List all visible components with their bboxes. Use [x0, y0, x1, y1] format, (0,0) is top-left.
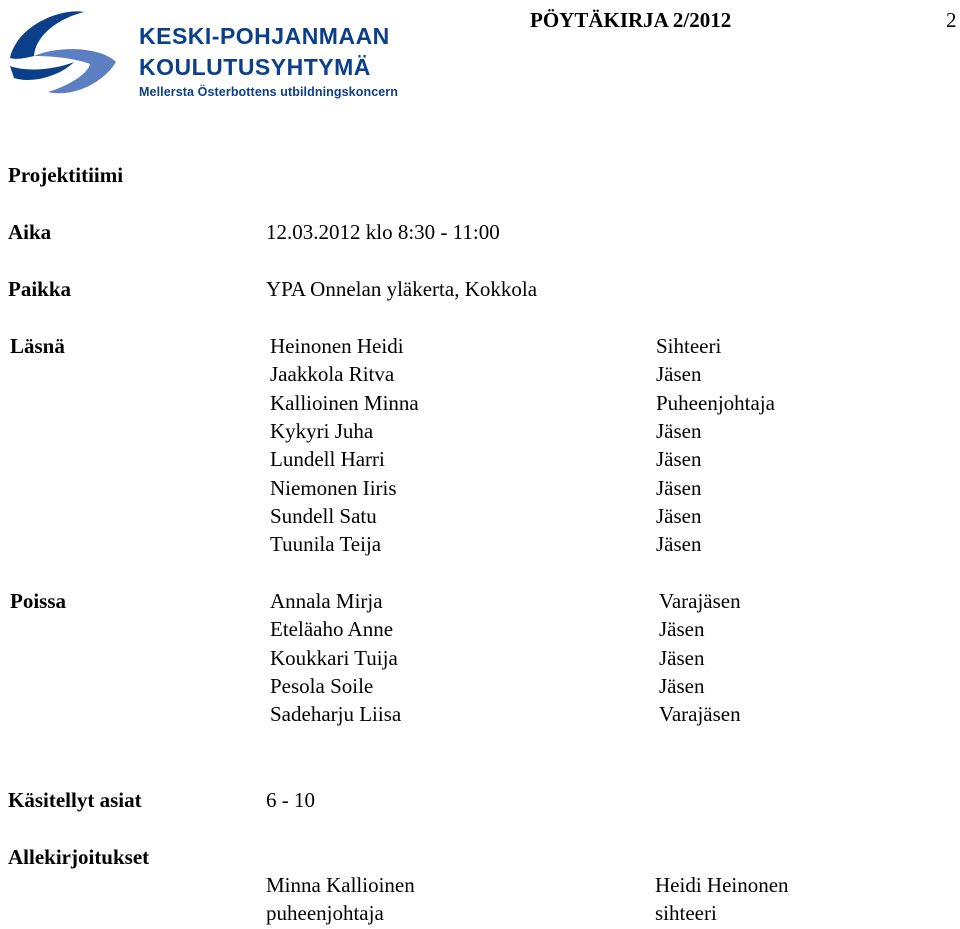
items-value: 6 - 10 — [266, 788, 315, 812]
place-label: Paikka — [8, 277, 72, 301]
signatures-label: Allekirjoitukset — [8, 845, 150, 869]
member-name: Annala Mirja — [270, 589, 383, 613]
member-role: Jäsen — [656, 504, 702, 528]
member-name: Koukkari Tuija — [270, 646, 398, 670]
time-value: 12.03.2012 klo 8:30 - 11:00 — [266, 220, 500, 244]
present-label: Läsnä — [10, 334, 65, 358]
member-role: Jäsen — [656, 362, 702, 386]
member-role: Jäsen — [656, 532, 702, 556]
member-name: Kykyri Juha — [270, 419, 374, 443]
member-name: Niemonen Iiris — [270, 476, 397, 500]
logo-line-2: KOULUTUSYHTYMÄ — [139, 54, 371, 80]
member-name: Lundell Harri — [270, 447, 385, 471]
page-number: 2 — [946, 8, 957, 32]
member-role: Varajäsen — [659, 589, 741, 613]
member-name: Jaakkola Ritva — [270, 362, 395, 386]
signer-title: puheenjohtaja — [266, 901, 384, 925]
document-title: PÖYTÄKIRJA 2/2012 — [530, 8, 732, 32]
absent-label: Poissa — [10, 589, 67, 613]
logo-line-3: Mellersta Österbottens utbildningskoncern — [139, 85, 399, 99]
logo-line-1: KESKI-POHJANMAAN — [139, 23, 390, 49]
member-role: Jäsen — [656, 476, 702, 500]
member-name: Kallioinen Minna — [270, 391, 419, 415]
signer-name: Heidi Heinonen — [655, 873, 789, 897]
signer-name: Minna Kallioinen — [266, 873, 415, 897]
logo-swoosh-icon — [4, 6, 124, 102]
signer-title: sihteeri — [655, 901, 717, 925]
member-role: Jäsen — [656, 447, 702, 471]
meeting-name: Projektitiimi — [8, 163, 124, 187]
organization-logo — [4, 6, 404, 102]
member-role: Sihteeri — [656, 334, 722, 358]
member-name: Tuunila Teija — [270, 532, 382, 556]
member-name: Eteläaho Anne — [270, 617, 394, 641]
member-role: Jäsen — [656, 419, 702, 443]
member-name: Sadeharju Liisa — [270, 702, 402, 726]
member-name: Sundell Satu — [270, 504, 377, 528]
member-role: Jäsen — [659, 617, 705, 641]
place-value: YPA Onnelan yläkerta, Kokkola — [266, 277, 538, 301]
member-role: Varajäsen — [659, 702, 741, 726]
member-role: Jäsen — [659, 646, 705, 670]
member-name: Pesola Soile — [270, 674, 374, 698]
items-label: Käsitellyt asiat — [8, 788, 142, 812]
member-role: Jäsen — [659, 674, 705, 698]
member-role: Puheenjohtaja — [656, 391, 775, 415]
member-name: Heinonen Heidi — [270, 334, 404, 358]
time-label: Aika — [8, 220, 52, 244]
